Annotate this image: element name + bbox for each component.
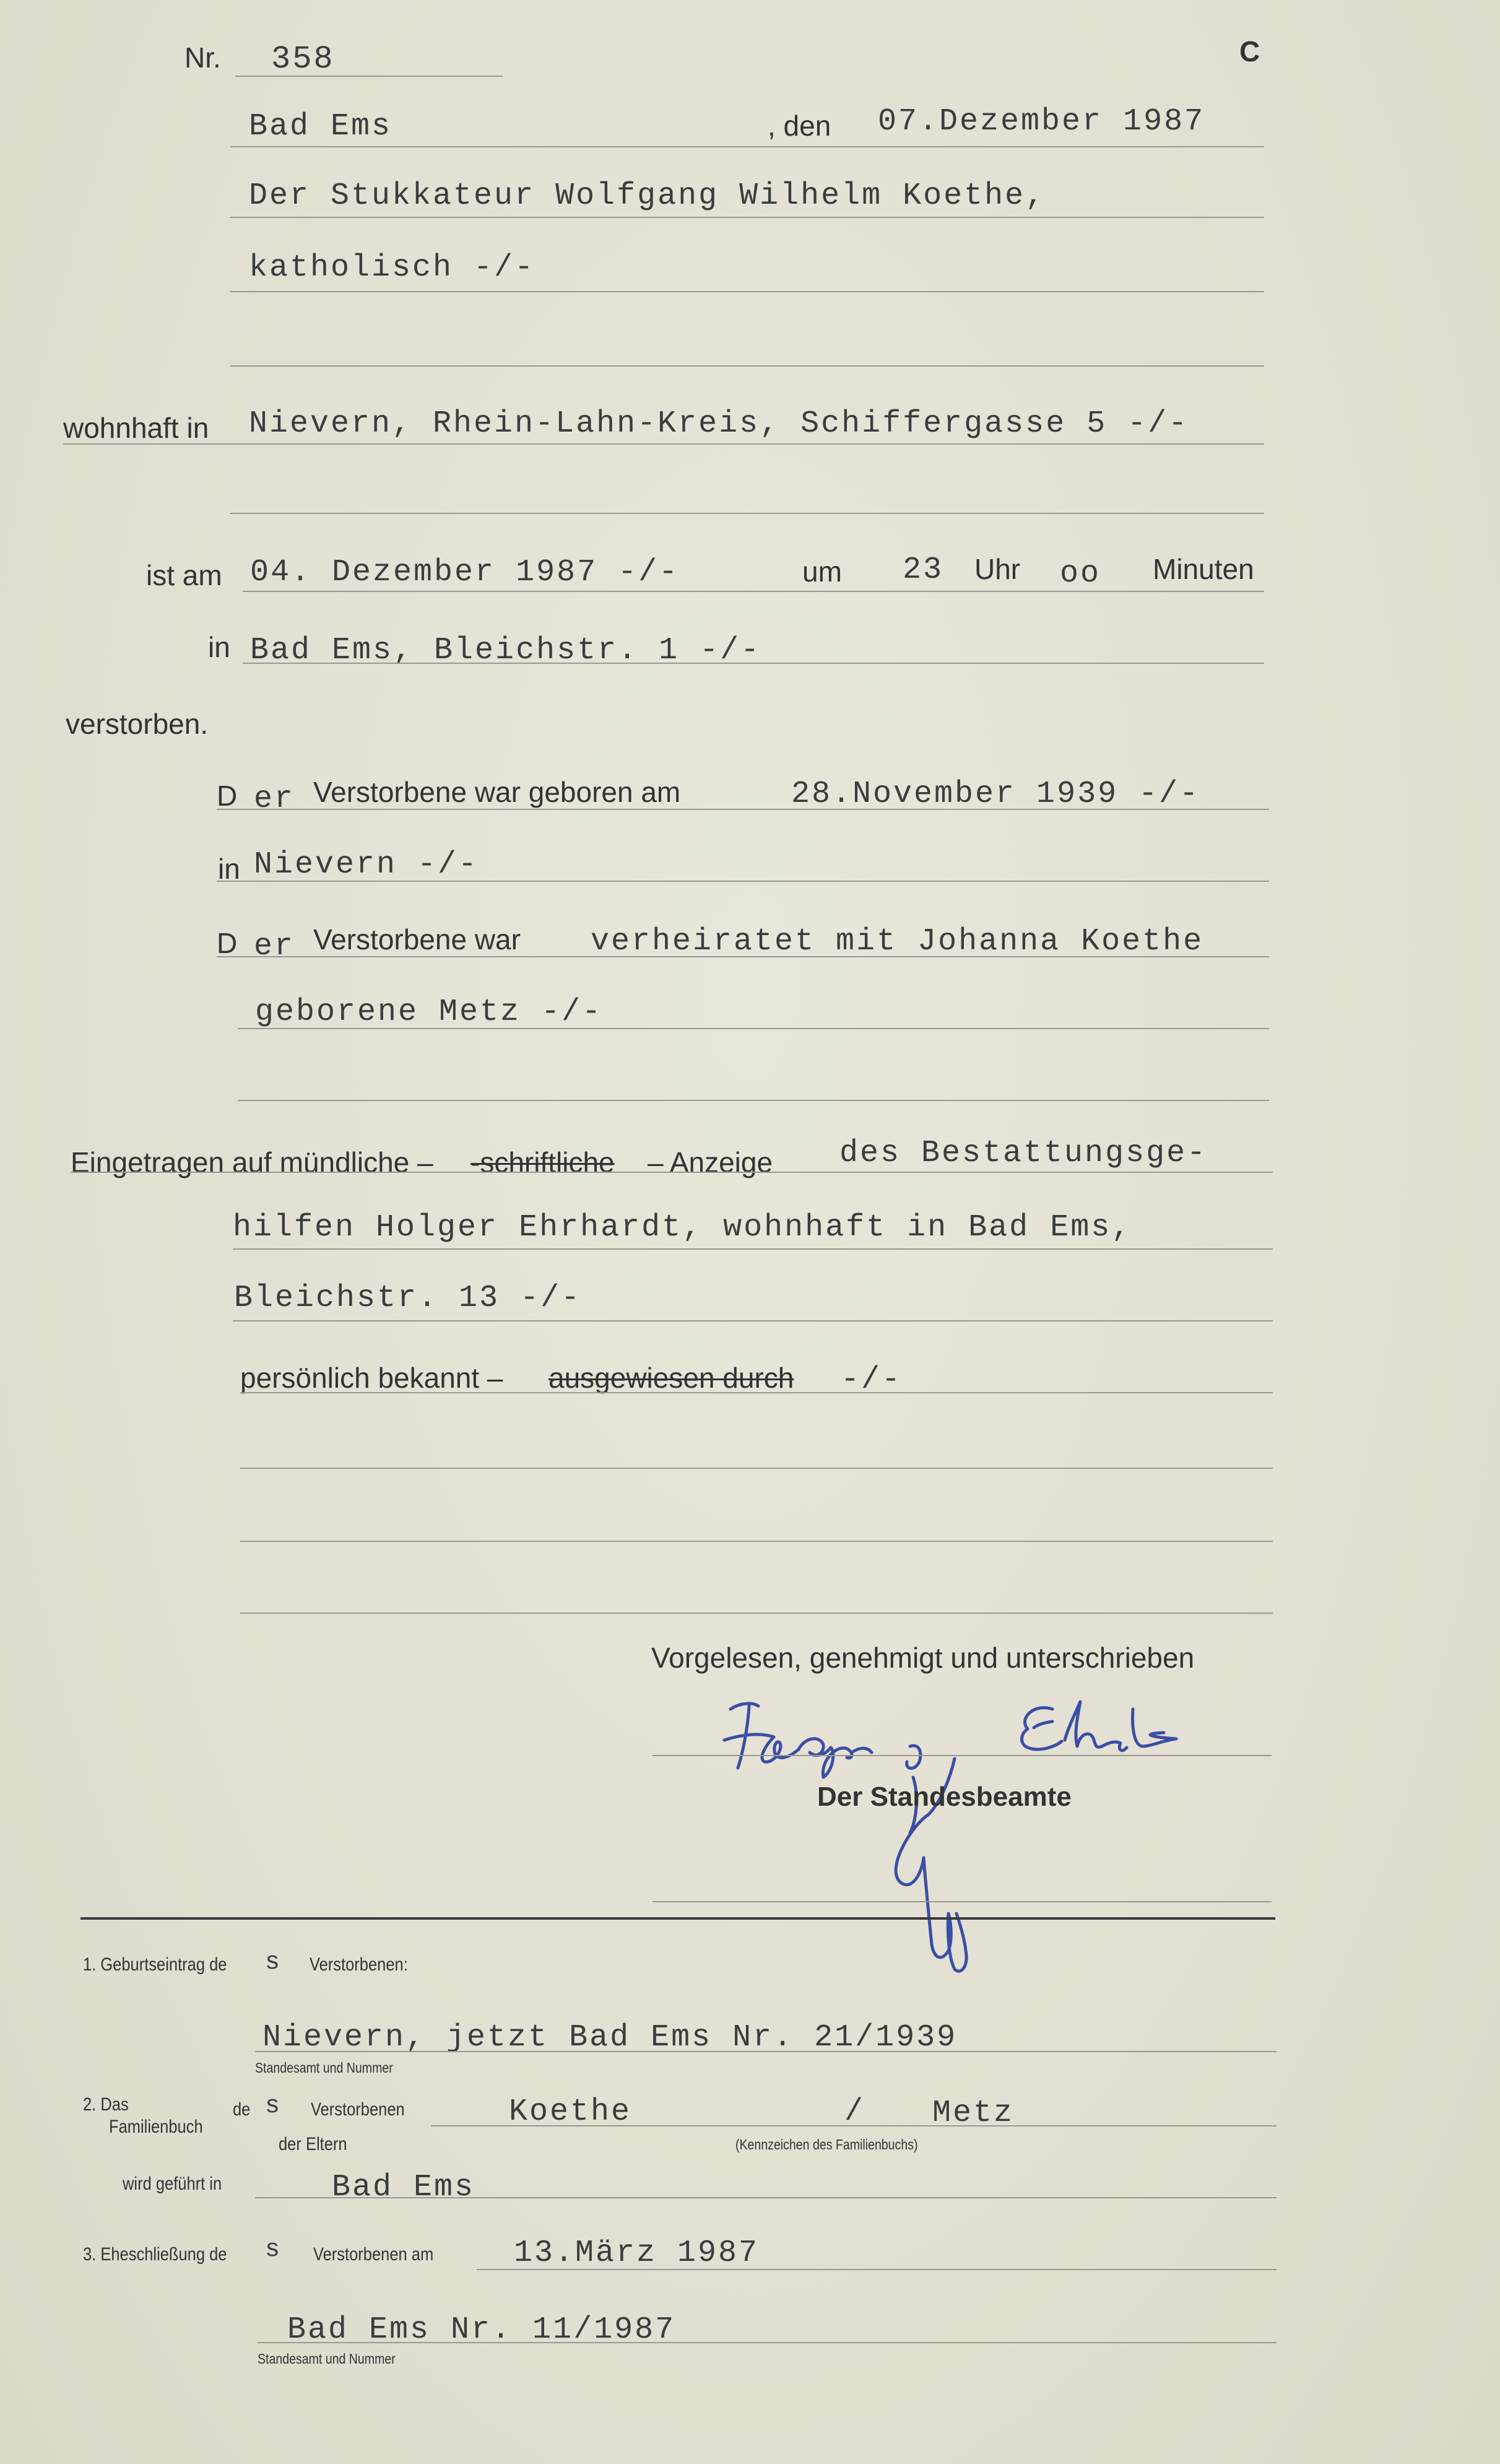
uhr-label: Uhr <box>974 553 1021 585</box>
rule <box>243 663 1264 664</box>
caption: (Kennzeichen des Familienbuchs) <box>735 2136 918 2153</box>
birth-place: Nievern -/- <box>254 847 479 882</box>
er-typed: er <box>254 781 295 817</box>
footnote-2-das: 2. Das <box>83 2094 129 2115</box>
informant-line-3: Bleichstr. 13 -/- <box>234 1281 582 1316</box>
handwritten-signatures <box>706 1684 1275 1982</box>
nr-label: Nr. <box>184 41 221 74</box>
gefuehrt-value: Bad Ems <box>332 2170 475 2205</box>
d-label: D <box>217 927 238 959</box>
death-hour: 23 <box>903 552 944 588</box>
birth-in-label: in <box>218 853 240 885</box>
signature-rule <box>652 1755 1272 1756</box>
struck-schriftliche: -schriftliche <box>470 1146 615 1178</box>
deceased-name: Der Stukkateur Wolfgang Wilhelm Koethe, <box>249 178 1046 214</box>
rule <box>243 591 1264 592</box>
rule <box>240 1392 1273 1393</box>
struck-ausgewiesen: ausgewiesen durch <box>548 1362 794 1394</box>
minuten-label: Minuten <box>1153 553 1254 585</box>
rule <box>240 1541 1273 1542</box>
rule <box>230 513 1264 514</box>
footnote-1-s: s <box>265 1949 282 1977</box>
footer-separator <box>80 1917 1275 1920</box>
death-minutes: oo <box>1060 556 1101 591</box>
birth-register-entry: Nievern, jetzt Bad Ems Nr. 21/1939 <box>262 2020 958 2055</box>
document-date: 07.Dezember 1987 <box>878 104 1205 139</box>
religion: katholisch -/- <box>249 250 535 285</box>
ist-am-label: ist am <box>146 559 222 591</box>
rule <box>230 146 1264 147</box>
standesbeamte-label: Der Standesbeamte <box>817 1782 1072 1812</box>
footnote-2-verstorbenen: Verstorbenen <box>311 2099 405 2120</box>
informant-line-2: hilfen Holger Ehrhardt, wohnhaft in Bad Ems, <box>233 1210 1132 1245</box>
rule <box>230 291 1264 292</box>
familienbuch-left: Koethe <box>509 2094 632 2130</box>
birth-date: 28.November 1939 -/- <box>791 777 1200 812</box>
d-label: D <box>217 780 238 812</box>
footnote-3-s: s <box>265 2236 282 2264</box>
nr-rule <box>235 76 503 77</box>
caption: Standesamt und Nummer <box>255 2060 393 2076</box>
rule <box>431 2125 1277 2127</box>
verstorbene-war-label: Verstorbene war <box>313 923 521 956</box>
footnote-2-s: s <box>265 2092 282 2120</box>
rule <box>255 2197 1277 2198</box>
death-date: 04. Dezember 1987 -/- <box>250 555 680 590</box>
marriage-date: 13.März 1987 <box>514 2235 760 2271</box>
rule <box>233 1248 1273 1250</box>
rule <box>238 1100 1269 1101</box>
rule <box>230 365 1264 367</box>
marriage-register-entry: Bad Ems Nr. 11/1987 <box>287 2312 676 2348</box>
gefuehrt-label: wird geführt in <box>123 2174 222 2194</box>
rule <box>217 809 1269 810</box>
maiden-name: geborene Metz -/- <box>255 995 603 1030</box>
footnote-3-label: 3. Eheschließung de <box>83 2244 227 2265</box>
rule <box>217 956 1269 957</box>
persoenlich-label: persönlich bekannt – <box>240 1362 503 1394</box>
residence: Nievern, Rhein-Lahn-Kreis, Schiffergasse 5 -/- <box>249 406 1189 442</box>
rule <box>71 1172 1273 1173</box>
verstorben-label: verstorben. <box>66 708 209 740</box>
eingetragen-label: Eingetragen auf mündliche – <box>71 1146 433 1178</box>
rule <box>477 2269 1277 2270</box>
rule <box>240 1613 1273 1614</box>
footnote-1-label: 1. Geburtseintrag de <box>83 1954 227 1975</box>
familienbuch-right: Metz <box>932 2096 1015 2131</box>
death-place: Bad Ems, Bleichstr. 1 -/- <box>250 633 761 668</box>
um-label: um <box>802 555 842 588</box>
rule <box>258 2342 1277 2343</box>
place: Bad Ems <box>249 109 392 144</box>
rule <box>255 2051 1277 2052</box>
wohnhaft-label: wohnhaft in <box>63 412 209 444</box>
rule <box>233 1320 1273 1321</box>
den-label: , den <box>768 110 831 142</box>
rule <box>63 443 1264 445</box>
rule <box>230 217 1264 218</box>
caption: Standesamt und Nummer <box>258 2351 396 2367</box>
in-label: in <box>208 631 230 663</box>
rule <box>238 1028 1269 1029</box>
vorgelesen-label: Vorgelesen, genehmigt und unterschrieben <box>651 1642 1195 1674</box>
familienbuch-slash: / <box>844 2094 865 2130</box>
anzeige-label: – Anzeige <box>648 1146 773 1178</box>
marital-status: verheiratet mit Johanna Koethe <box>591 924 1204 959</box>
persoenlich-value: -/- <box>841 1362 903 1398</box>
rule <box>217 881 1269 882</box>
footnote-2-familienbuch: Familienbuch <box>109 2117 203 2137</box>
signature-rule <box>652 1901 1272 1902</box>
er-typed: er <box>254 929 295 964</box>
nr-value: 358 <box>271 41 335 77</box>
form-letter: C <box>1239 35 1260 67</box>
geboren-label: Verstorbene war geboren am <box>313 776 681 808</box>
informant-line-1: des Bestattungsge- <box>839 1136 1208 1171</box>
footnote-3-label-2: Verstorbenen am <box>313 2244 434 2265</box>
footnote-1-label-2: Verstorbenen: <box>310 1954 408 1975</box>
footnote-2-eltern: der Eltern <box>279 2134 347 2154</box>
footnote-2-de: de <box>233 2099 251 2120</box>
rule <box>240 1468 1273 1469</box>
